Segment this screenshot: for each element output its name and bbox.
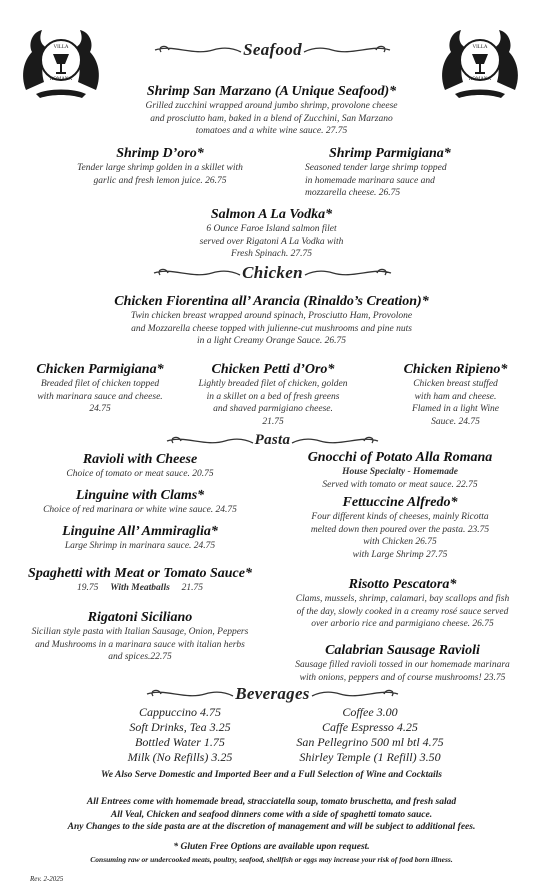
item-name: Shrimp Parmigiana* bbox=[329, 146, 451, 161]
item-desc: and spices.22.75 bbox=[108, 652, 172, 662]
entree-note: All Entrees come with homemade bread, stracciatella soup, tomato bruschetta, and fresh salad bbox=[86, 797, 457, 807]
gluten-note: * Gluten Free Options are available upon request. bbox=[173, 842, 370, 852]
item-desc: Breaded filet of chicken topped bbox=[40, 379, 160, 389]
menu-item bbox=[183, 362, 363, 428]
menu-item bbox=[150, 207, 393, 261]
menu-item bbox=[285, 450, 515, 491]
item-name: Linguine All’ Ammiraglia* bbox=[62, 524, 218, 539]
item-name: Rigatoni Siciliano bbox=[87, 610, 193, 625]
item-desc: Sicilian style pasta with Italian Sausage, Onion, Peppers bbox=[31, 627, 249, 637]
beverage-item: Caffe Espresso 4.25 bbox=[322, 720, 418, 734]
item-desc: 24.75 bbox=[89, 404, 111, 414]
swirl-left-icon bbox=[152, 265, 242, 281]
item-desc: in a light Creamy Orange Sauce. 26.75 bbox=[197, 336, 346, 346]
item-name: Shrimp San Marzano (A Unique Seafood)* bbox=[146, 84, 397, 99]
price: 19.75 bbox=[76, 583, 99, 593]
price: 21.75 bbox=[181, 583, 204, 593]
item-desc: Fresh Spinach. 27.75 bbox=[231, 249, 312, 259]
swirl-left-icon bbox=[165, 433, 255, 449]
menu-item bbox=[285, 643, 520, 684]
item-desc: and prosciutto ham, baked in a blend of Zucchini, San Marzano bbox=[150, 113, 393, 124]
item-desc: served over Rigatoni A La Vodka with bbox=[199, 236, 344, 247]
item-desc: Seasoned tender large shrimp topped bbox=[305, 163, 447, 173]
svg-text:VILLA: VILLA bbox=[472, 45, 488, 50]
chicken-section-header bbox=[150, 263, 395, 283]
item-name: Calabrian Sausage Ravioli bbox=[325, 643, 480, 658]
item-desc: with Chicken 26.75 bbox=[363, 537, 437, 547]
menu-item bbox=[378, 362, 533, 428]
swirl-right-icon bbox=[310, 686, 400, 702]
item-name: Chicken Fiorentina all’ Arancia (Rinaldo’s Creation)* bbox=[114, 294, 429, 309]
beverage-list-right bbox=[280, 705, 460, 765]
menu-item bbox=[90, 294, 453, 348]
item-desc: Flamed in a light Wine bbox=[411, 404, 500, 414]
beverages-title: Beverages bbox=[235, 684, 310, 703]
menu-item bbox=[50, 146, 270, 187]
menu-item bbox=[15, 452, 265, 481]
item-name: Shrimp D’oro* bbox=[116, 146, 204, 161]
crest-logo-right-icon bbox=[437, 20, 523, 105]
menu-item bbox=[285, 495, 515, 561]
item-name: Chicken Ripieno* bbox=[403, 362, 508, 377]
item-name: Fettuccine Alfredo* bbox=[342, 495, 458, 510]
item-desc: Lightly breaded filet of chicken, golden bbox=[198, 379, 348, 389]
menu-item bbox=[285, 577, 520, 631]
pasta-title: Pasta bbox=[254, 432, 291, 448]
beverages-section-header bbox=[140, 684, 405, 704]
svg-text:VILLA: VILLA bbox=[53, 45, 69, 50]
item-desc: tomatoes and a white wine sauce. 27.75 bbox=[195, 126, 348, 136]
item-desc: Chicken breast stuffed bbox=[413, 379, 498, 389]
menu-item bbox=[100, 84, 443, 138]
item-name: Linguine with Clams* bbox=[75, 488, 205, 503]
menu-item bbox=[10, 610, 270, 664]
pasta-section-header bbox=[160, 432, 385, 449]
item-name: Gnocchi of Potato Alla Romana bbox=[307, 450, 493, 465]
item-desc: and Mushrooms in a marinara sauce with italian herbs bbox=[35, 639, 245, 650]
beverage-item: Shirley Temple (1 Refill) 3.50 bbox=[299, 750, 441, 764]
chicken-title: Chicken bbox=[242, 263, 303, 282]
item-desc: with marinara sauce and cheese. bbox=[37, 391, 163, 402]
item-desc: in homemade marinara sauce and bbox=[305, 175, 435, 186]
item-desc: Sauce. 24.75 bbox=[431, 416, 480, 427]
item-desc: with onions, peppers and of course mushrooms! 23.75 bbox=[299, 672, 506, 683]
menu-item bbox=[15, 524, 265, 553]
swirl-right-icon bbox=[290, 433, 380, 449]
beverage-item: Bottled Water 1.75 bbox=[135, 735, 225, 749]
item-name: Chicken Petti d’Oro* bbox=[211, 362, 335, 377]
item-desc: Large Shrimp in marinara sauce. 24.75 bbox=[64, 541, 216, 551]
item-name: Ravioli with Cheese bbox=[82, 452, 198, 467]
item-desc: with Large Shrimp 27.75 bbox=[352, 549, 448, 560]
seafood-section-header bbox=[150, 40, 395, 60]
item-desc: Sausage filled ravioli tossed in our homemade marinara bbox=[295, 660, 510, 670]
swirl-right-icon bbox=[302, 42, 392, 58]
item-desc: Served with tomato or meat sauce. 22.75 bbox=[322, 479, 478, 490]
entree-notes bbox=[10, 796, 533, 834]
beverage-list-left bbox=[90, 705, 270, 765]
entree-note: All Veal, Chicken and seafood dinners come with a side of spaghetti tomato sauce. bbox=[110, 809, 433, 820]
menu-item bbox=[10, 488, 270, 517]
item-desc: and Mozzarella cheese topped with julienne-cut mushrooms and pine nuts bbox=[131, 323, 412, 334]
item-desc: and shaved parmigiano cheese. bbox=[213, 404, 333, 414]
item-name: Spaghetti with Meat or Tomato Sauce* bbox=[28, 566, 252, 581]
item-desc: garlic and fresh lemon juice. 26.75 bbox=[93, 175, 227, 186]
item-desc: Four different kinds of cheeses, mainly Ricotta bbox=[311, 512, 489, 522]
menu-item bbox=[20, 362, 180, 416]
svg-text:ROMANA: ROMANA bbox=[468, 77, 492, 82]
item-name: Chicken Parmigiana* bbox=[36, 362, 164, 377]
beverage-item: Milk (No Refills) 3.25 bbox=[127, 750, 233, 764]
item-desc: Twin chicken breast wrapped around spinach, Prosciutto Ham, Provolone bbox=[130, 311, 413, 321]
beverage-item: Cappuccino 4.75 bbox=[139, 705, 221, 719]
item-desc: Choice of tomato or meat sauce. 20.75 bbox=[66, 469, 214, 479]
swirl-left-icon bbox=[153, 42, 243, 58]
beverage-item: San Pellegrino 500 ml btl 4.75 bbox=[296, 735, 444, 749]
revision-label: Rev. 2-2025 bbox=[30, 875, 64, 883]
item-desc: with ham and cheese. bbox=[414, 391, 497, 402]
bar-note: We Also Serve Domestic and Imported Beer and a Full Selection of Wine and Cocktails bbox=[101, 770, 442, 780]
item-desc: 21.75 bbox=[262, 416, 284, 427]
item-desc: Clams, mussels, shrimp, calamari, bay scallops and fish bbox=[295, 594, 510, 604]
entree-note: Any Changes to the side pasta are at the discretion of management and will be subject to additional fees. bbox=[67, 822, 476, 832]
item-name: Risotto Pescatora* bbox=[348, 577, 457, 592]
food-warning: Consuming raw or undercooked meats, poultry, seafood, shellfish or eggs may increase your risk of food born illness. bbox=[90, 855, 453, 864]
item-desc: over arborio rice and parmigiano cheese. 26.75 bbox=[311, 619, 494, 629]
item-desc: Grilled zucchini wrapped around jumbo shrimp, provolone cheese bbox=[145, 101, 398, 111]
svg-text:ROMANA: ROMANA bbox=[49, 77, 73, 82]
item-option: With Meatballs bbox=[110, 583, 170, 593]
swirl-right-icon bbox=[303, 265, 393, 281]
item-desc: Choice of red marinara or white wine sauce. 24.75 bbox=[43, 505, 237, 515]
beverage-item: Coffee 3.00 bbox=[342, 705, 398, 719]
seafood-title: Seafood bbox=[243, 40, 302, 59]
item-name: Salmon A La Vodka* bbox=[210, 207, 333, 222]
item-desc: melted down then poured over the pasta. 23.75 bbox=[310, 524, 490, 535]
beverage-item: Soft Drinks, Tea 3.25 bbox=[129, 720, 231, 734]
menu-item bbox=[305, 146, 515, 200]
item-desc: in a skillet on a bed of fresh greens bbox=[206, 391, 340, 402]
menu-item bbox=[10, 566, 270, 595]
item-subtitle: House Specialty - Homemade bbox=[342, 467, 458, 477]
item-desc: mozzarella cheese. 26.75 bbox=[305, 188, 401, 198]
crest-logo-left-icon bbox=[18, 20, 104, 105]
item-desc: of the day, slowly cooked in a creamy rosé sauce served bbox=[296, 606, 509, 617]
item-desc: 6 Ounce Faroe Island salmon filet bbox=[206, 224, 337, 234]
item-desc: Tender large shrimp golden in a skillet with bbox=[77, 163, 243, 173]
swirl-left-icon bbox=[145, 686, 235, 702]
